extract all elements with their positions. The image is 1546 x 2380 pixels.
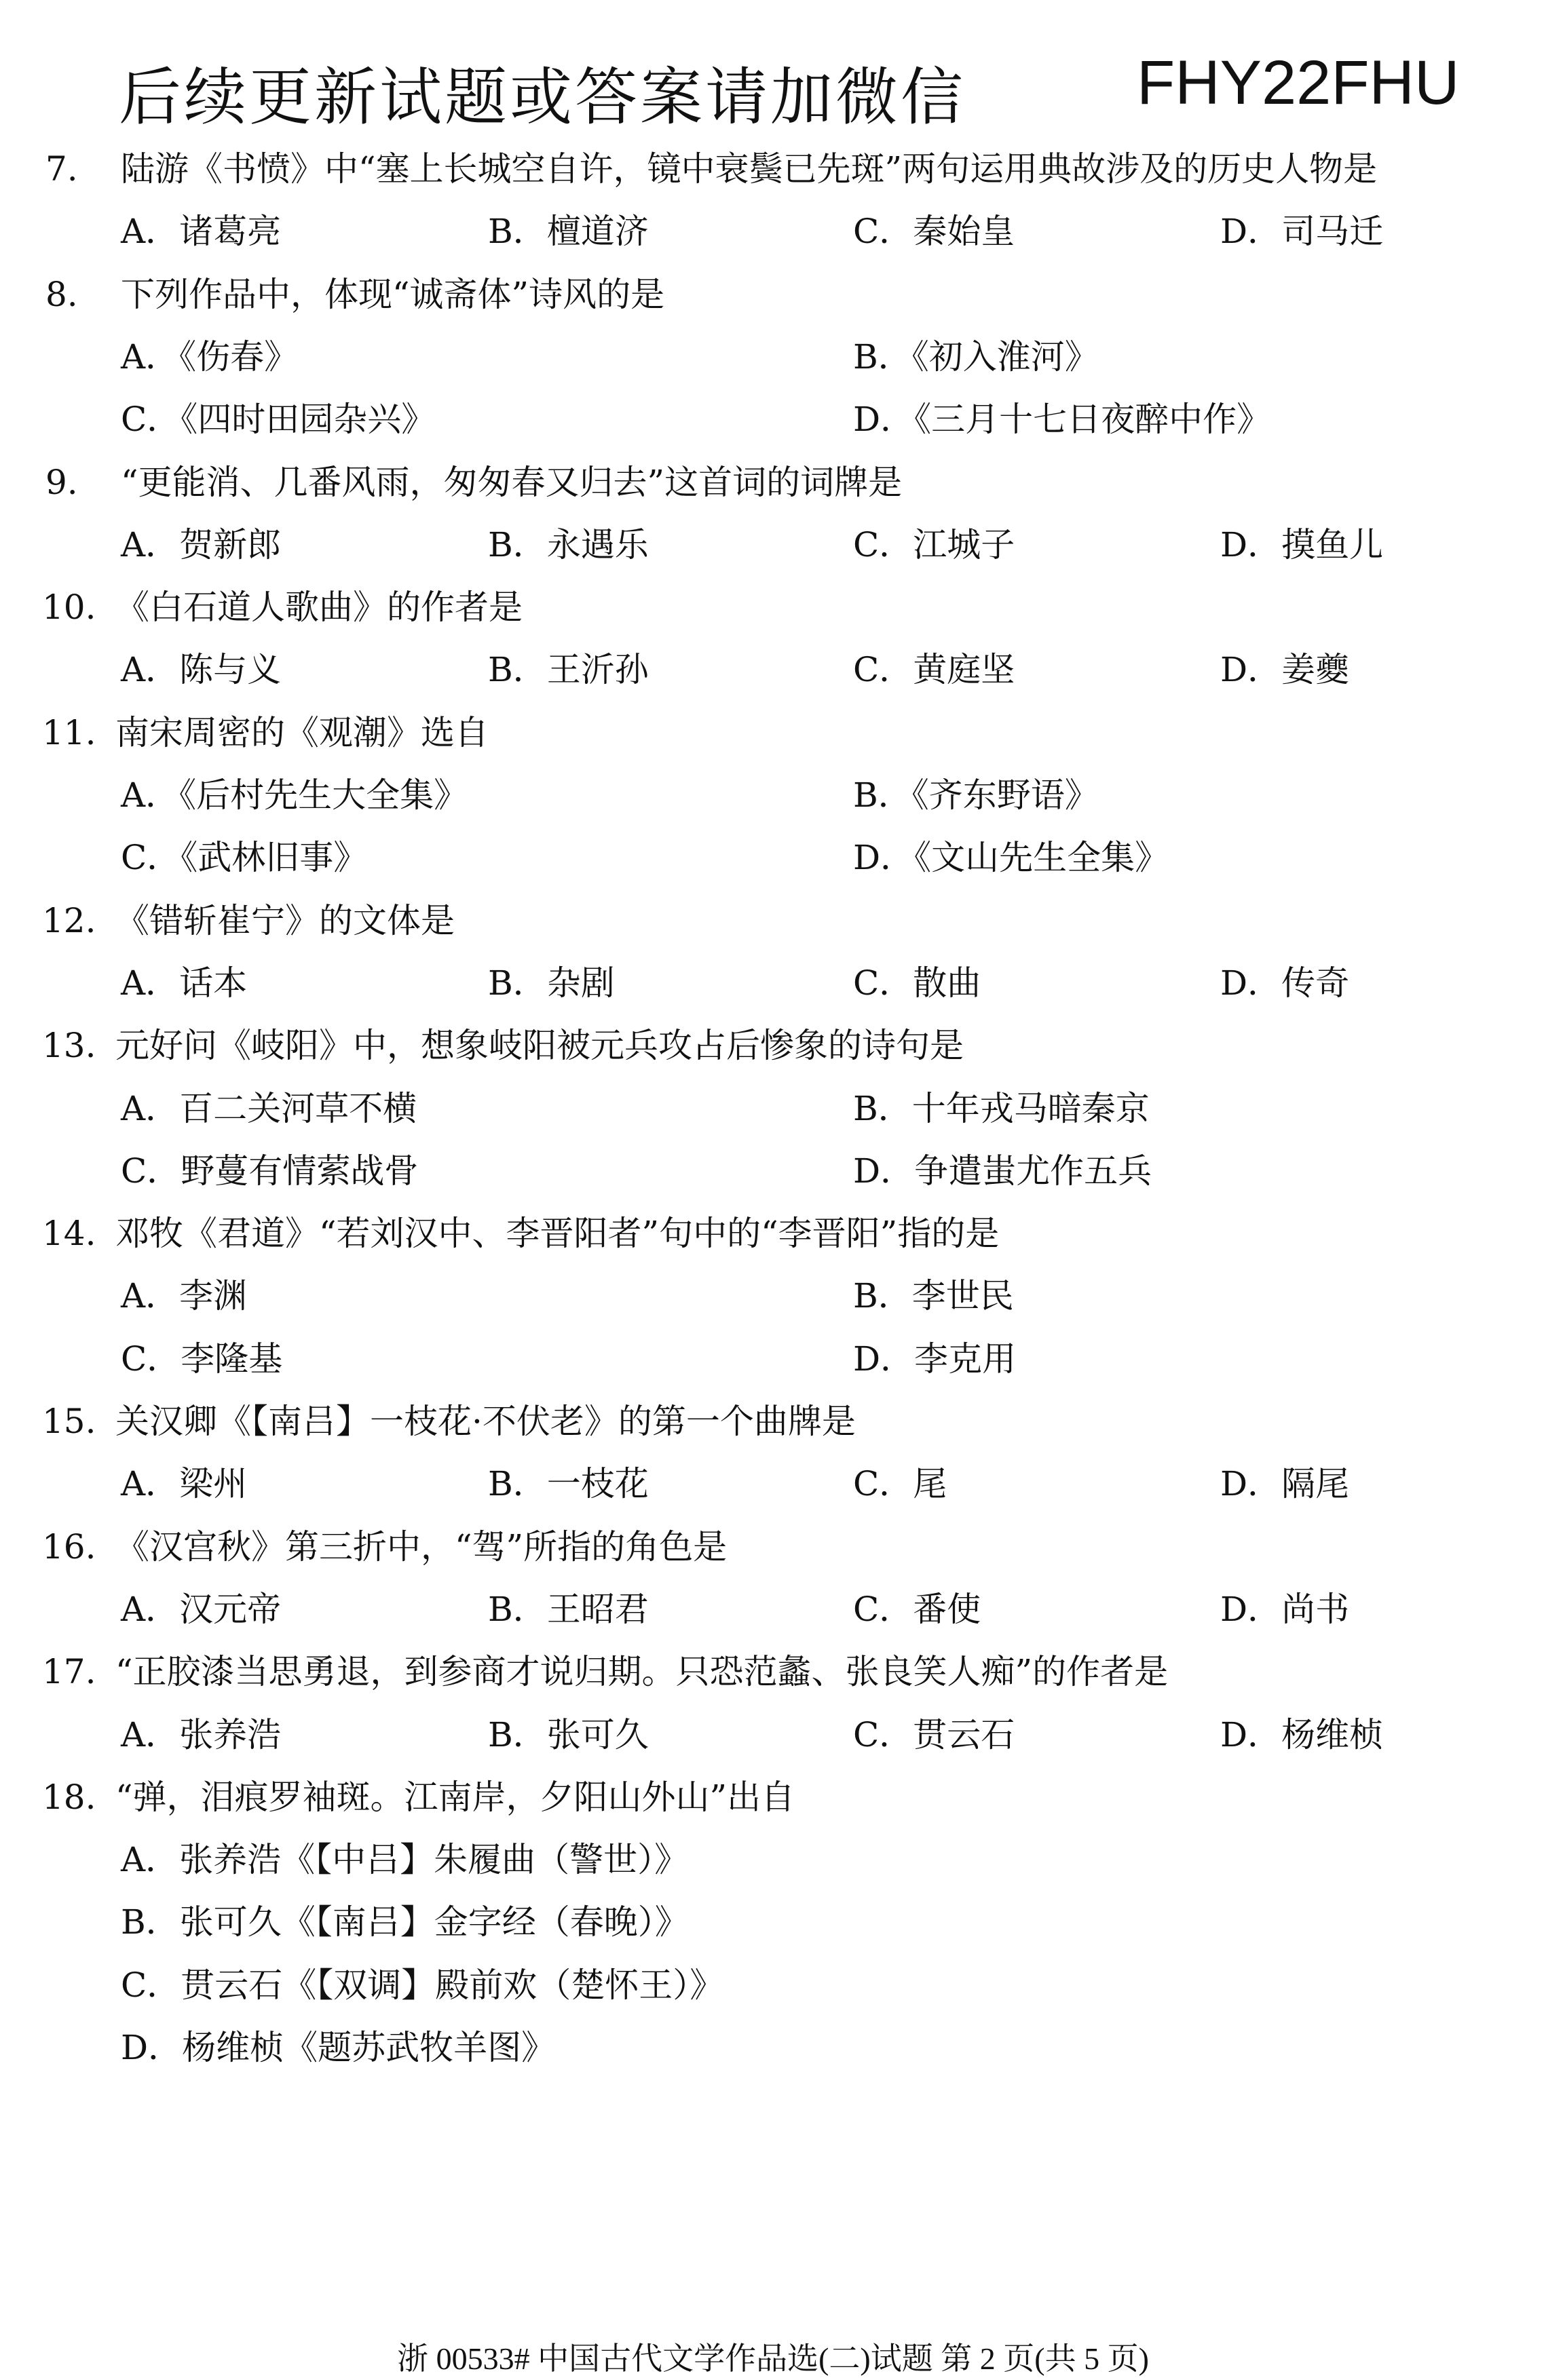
answer-option: B．十年戎马暗秦京 xyxy=(853,1088,1150,1128)
answer-option: D．摸鱼儿 xyxy=(1220,524,1384,564)
question-stem: 关汉卿《【南吕】一枝花·不伏老》的第一个曲牌是 xyxy=(115,1402,856,1441)
question-stem: 元好问《岐阳》中，想象岐阳被元兵攻占后惨象的诗句是 xyxy=(115,1026,964,1066)
answer-option: D．《三月十七日夜醉中作》 xyxy=(853,400,1271,440)
header-title: 后续更新试题或答案请加微信 xyxy=(119,61,966,134)
answer-option: A．贺新郎 xyxy=(121,524,282,564)
answer-option: B．《齐东野语》 xyxy=(853,775,1099,815)
answer-option: C．《武林旧事》 xyxy=(121,838,368,878)
question-number: 12. xyxy=(42,900,96,940)
question-number: 18. xyxy=(42,1777,96,1817)
answer-option: B．张可久 xyxy=(488,1714,649,1754)
answer-option: C．秦始皇 xyxy=(853,212,1015,252)
question-stem: 南宋周密的《观潮》选自 xyxy=(115,712,489,752)
answer-option: D．传奇 xyxy=(1220,963,1350,1003)
answer-option: C．野蔓有情萦战骨 xyxy=(121,1151,419,1191)
answer-option: C．番使 xyxy=(853,1589,981,1629)
question-number: 7. xyxy=(45,149,78,189)
question-stem: 《汉宫秋》第三折中，“驾”所指的角色是 xyxy=(115,1527,728,1567)
question-number: 11. xyxy=(42,712,96,752)
question-stem: 《错斩崔宁》的文体是 xyxy=(115,900,455,940)
answer-option: D．杨维桢 xyxy=(1220,1714,1384,1754)
watermark-header xyxy=(119,47,1460,137)
answer-option: C．贯云石 xyxy=(853,1714,1015,1754)
answer-option: A．汉元帝 xyxy=(121,1589,282,1629)
question-number: 10. xyxy=(42,588,96,628)
question-stem: 邓牧《君道》“若刘汉中、李晋阳者”句中的“李晋阳”指的是 xyxy=(115,1214,1000,1254)
question-stem: “弹，泪痕罗袖斑。江南岸，夕阳山外山”出自 xyxy=(115,1777,795,1817)
answer-option: B．一枝花 xyxy=(488,1464,649,1504)
answer-option: C．李隆基 xyxy=(121,1339,283,1379)
answer-option: D．隔尾 xyxy=(1220,1464,1350,1504)
question-stem: 下列作品中，体现“诚斋体”诗风的是 xyxy=(121,274,665,314)
answer-option: B．王沂孙 xyxy=(488,650,649,690)
question-stem: 陆游《书愤》中“塞上长城空自许，镜中衰鬓已先斑”两句运用典故涉及的历史人物是 xyxy=(121,149,1378,189)
answer-option: D．争遣蚩尤作五兵 xyxy=(853,1151,1152,1191)
question-number: 14. xyxy=(42,1214,96,1254)
question-stem: “正胶漆当思勇退，到参商才说归期。只恐范蠡、张良笑人痴”的作者是 xyxy=(115,1652,1169,1692)
answer-option: D．尚书 xyxy=(1220,1589,1350,1629)
question-number: 16. xyxy=(42,1527,96,1567)
answer-option: D．杨维桢《题苏武牧羊图》 xyxy=(121,2028,556,2067)
answer-option: B．檀道济 xyxy=(488,212,649,252)
answer-option: A．百二关河草不横 xyxy=(121,1088,417,1128)
answer-option: A．《伤春》 xyxy=(121,337,299,377)
answer-option: D．司马迁 xyxy=(1220,212,1384,252)
question-stem: 《白石道人歌曲》的作者是 xyxy=(115,588,523,628)
answer-option: A．李渊 xyxy=(121,1276,248,1316)
answer-option: B．永遇乐 xyxy=(488,524,649,564)
question-number: 17. xyxy=(42,1652,96,1692)
answer-option: A．张养浩《【中吕】朱履曲（警世）》 xyxy=(121,1840,689,1880)
answer-option: B．杂剧 xyxy=(488,963,615,1003)
question-stem: “更能消、几番风雨，匆匆春又归去”这首词的词牌是 xyxy=(121,462,903,502)
answer-option: B．李世民 xyxy=(853,1276,1014,1316)
answer-option: C．江城子 xyxy=(853,524,1015,564)
answer-option: A．话本 xyxy=(121,963,248,1003)
answer-option: B．王昭君 xyxy=(488,1589,649,1629)
answer-option: D．《文山先生全集》 xyxy=(853,838,1169,878)
answer-option: C．贯云石《【双调】殿前欢（楚怀王）》 xyxy=(121,1965,724,2005)
answer-option: C．黄庭坚 xyxy=(853,650,1015,690)
answer-option: C．尾 xyxy=(853,1464,947,1504)
answer-option: D．李克用 xyxy=(853,1339,1017,1379)
question-number: 9. xyxy=(45,462,78,502)
page-footer: 浙 00533# 中国古代文学作品选(二)试题 第 2 页(共 5 页) xyxy=(397,2341,1149,2376)
answer-option: D．姜夔 xyxy=(1220,650,1350,690)
question-number: 8. xyxy=(45,274,78,314)
header-code: FHY22FHU xyxy=(1137,48,1460,117)
answer-option: A．诸葛亮 xyxy=(121,212,282,252)
answer-option: A．梁州 xyxy=(121,1464,248,1504)
answer-option: B．《初入淮河》 xyxy=(853,337,1099,377)
question-number: 13. xyxy=(42,1026,96,1066)
question-number: 15. xyxy=(42,1402,96,1441)
answer-option: A．《后村先生大全集》 xyxy=(121,775,468,815)
answer-option: C．散曲 xyxy=(853,963,981,1003)
answer-option: B．张可久《【南吕】金字经（春晚）》 xyxy=(121,1902,689,1942)
answer-option: A．陈与义 xyxy=(121,650,282,690)
answer-option: C．《四时田园杂兴》 xyxy=(121,400,436,440)
answer-option: A．张养浩 xyxy=(121,1714,282,1754)
